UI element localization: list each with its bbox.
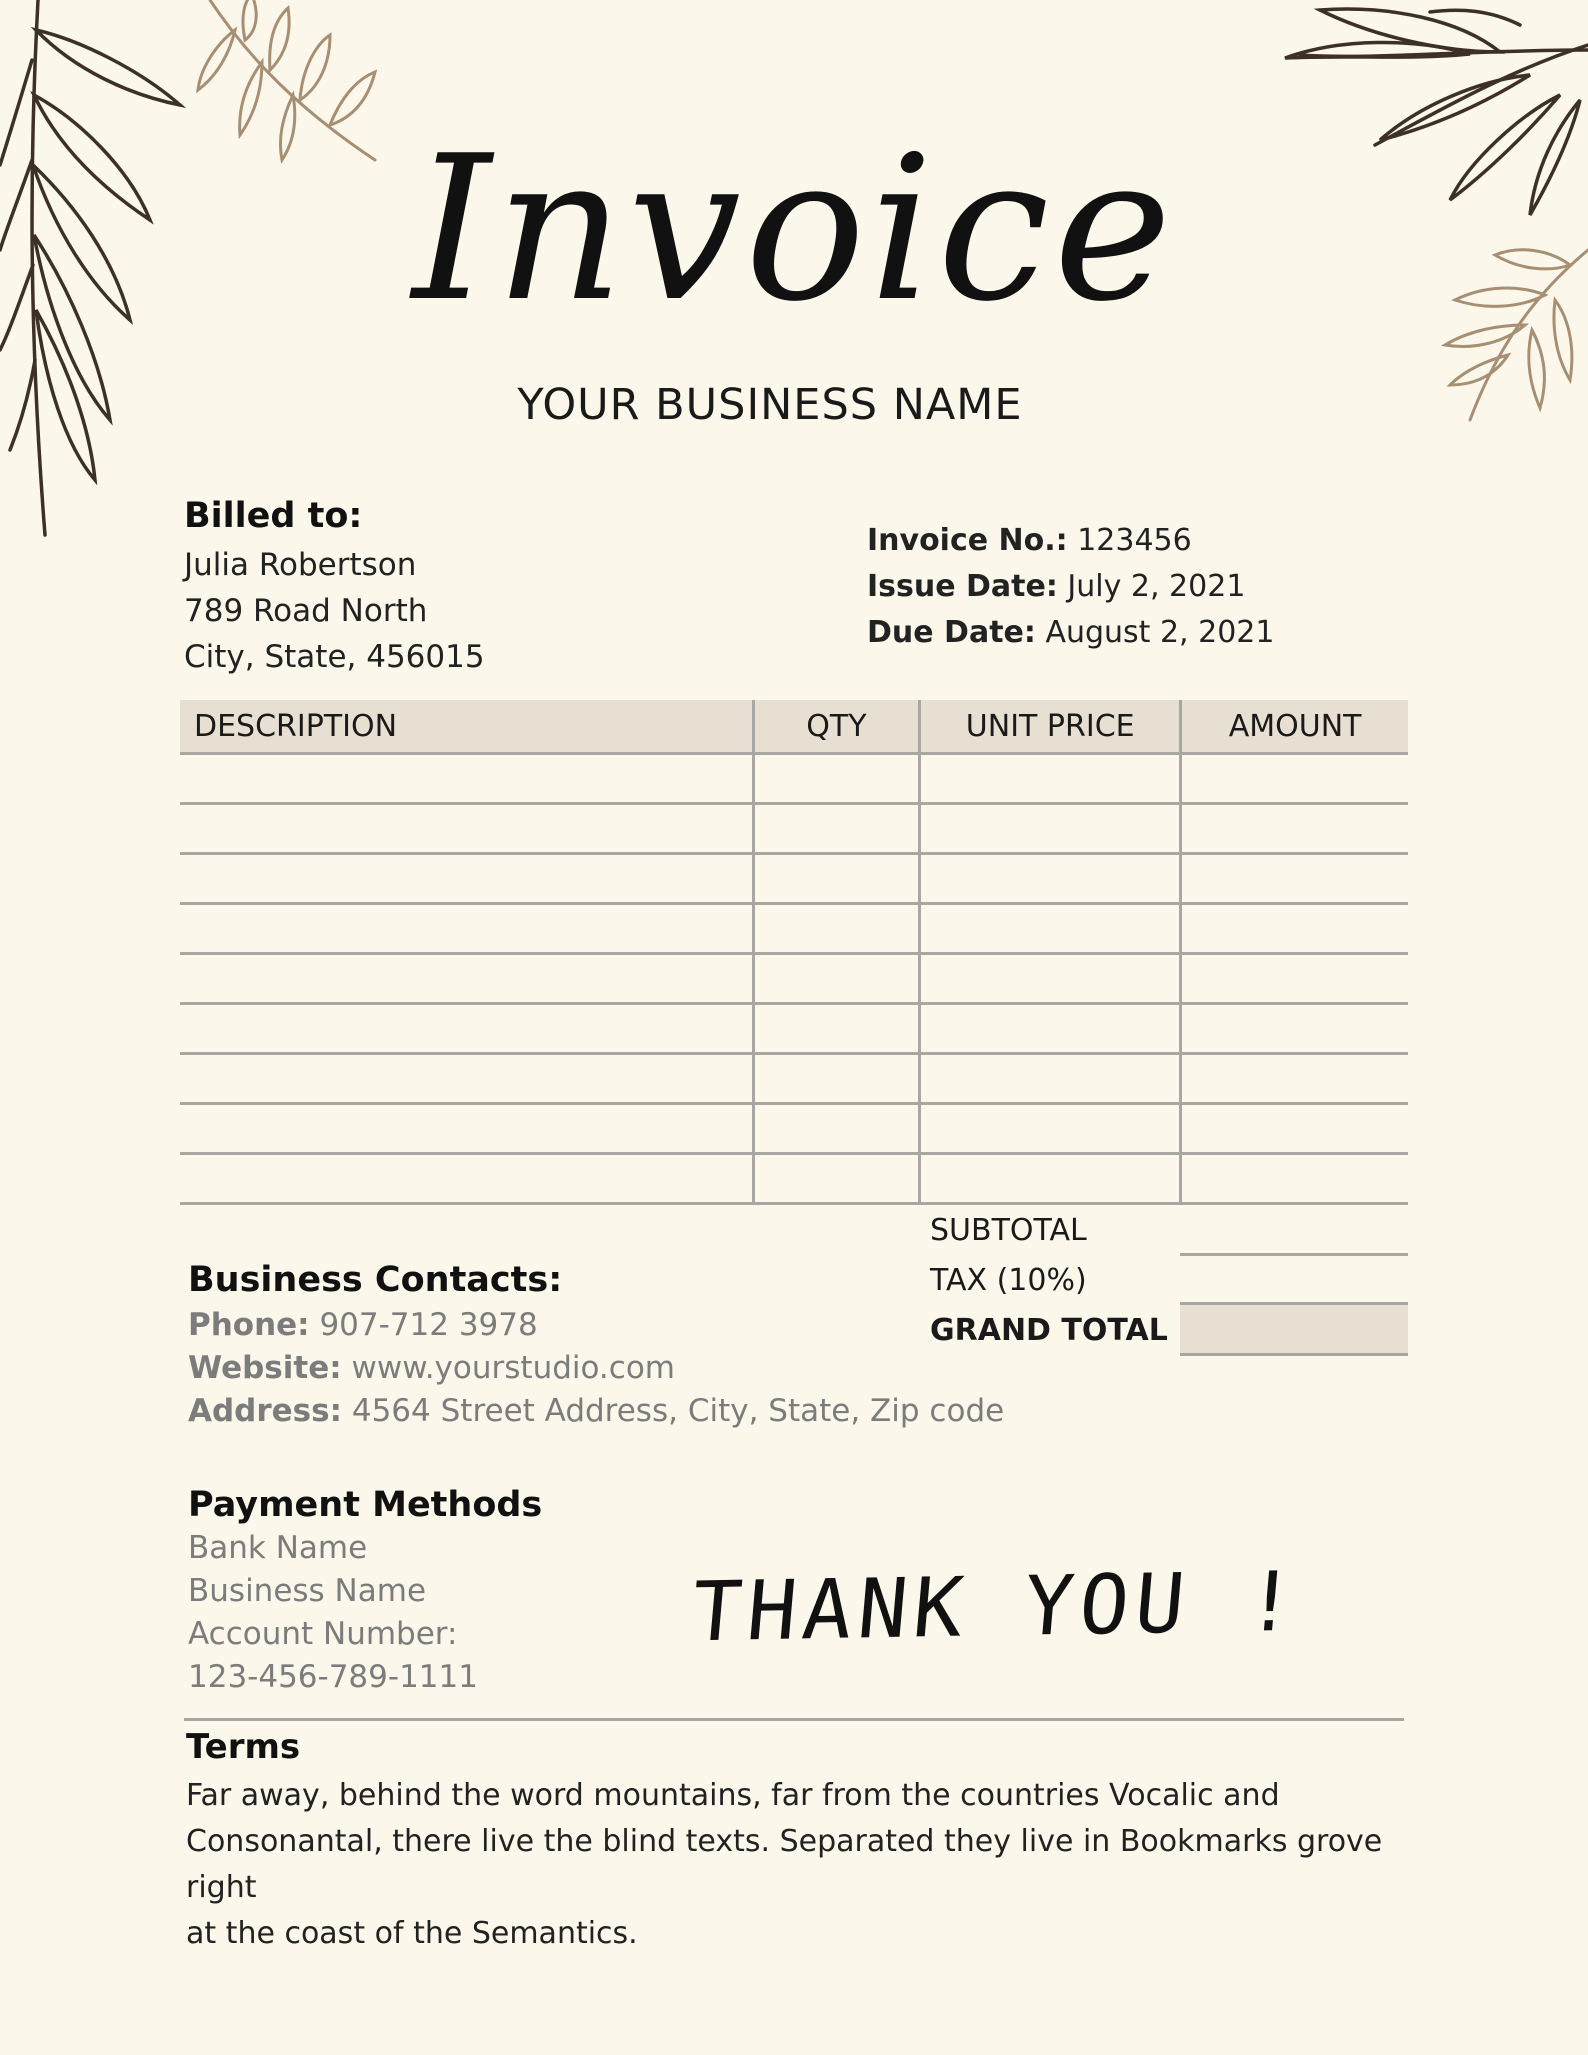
cell-qty[interactable] <box>753 1154 920 1204</box>
cell-description[interactable] <box>180 854 753 904</box>
phone-value: 907-712 3978 <box>319 1307 538 1343</box>
cell-qty[interactable] <box>753 904 920 954</box>
cell-qty[interactable] <box>753 804 920 854</box>
cell-amount[interactable] <box>1181 754 1408 804</box>
website-row <box>188 1347 1004 1390</box>
cell-amount[interactable] <box>1181 904 1408 954</box>
cell-qty[interactable] <box>753 1004 920 1054</box>
cell-amount[interactable] <box>1181 854 1408 904</box>
table-row <box>180 954 1408 1004</box>
issue-date-row <box>867 564 1274 610</box>
invoice-number-value: 123456 <box>1077 523 1192 558</box>
cell-description[interactable] <box>180 1104 753 1154</box>
business-contacts-heading: Business Contacts: <box>188 1260 563 1300</box>
cell-qty[interactable] <box>753 854 920 904</box>
cell-unit-price[interactable] <box>920 804 1181 854</box>
cell-amount[interactable] <box>1181 954 1408 1004</box>
due-date-row <box>867 610 1274 656</box>
subtotal-value[interactable] <box>1180 1205 1408 1256</box>
column-header-description: DESCRIPTION <box>180 700 753 754</box>
subtotal-label: SUBTOTAL <box>930 1213 1087 1248</box>
business-name: YOUR BUSINESS NAME <box>517 380 1023 430</box>
phone-label: Phone: <box>188 1307 310 1343</box>
cell-qty[interactable] <box>753 754 920 804</box>
account-number-value: 123-456-789-1111 <box>188 1659 478 1695</box>
cell-amount[interactable] <box>1181 1104 1408 1154</box>
due-date-value: August 2, 2021 <box>1045 615 1275 650</box>
table-row <box>180 1154 1408 1204</box>
table-row <box>180 904 1408 954</box>
billed-to-section <box>184 496 485 680</box>
business-contacts-section <box>188 1260 1004 1433</box>
issue-date-value: July 2, 2021 <box>1067 569 1246 604</box>
billed-to-name: Julia Robertson <box>184 547 417 583</box>
table-row <box>180 1054 1408 1104</box>
cell-unit-price[interactable] <box>920 904 1181 954</box>
invoice-number-row <box>867 518 1274 564</box>
column-header-amount: AMOUNT <box>1181 700 1408 754</box>
billed-to-heading: Billed to: <box>184 496 363 536</box>
cell-description[interactable] <box>180 1154 753 1204</box>
terms-divider <box>184 1718 1404 1721</box>
address-value: 4564 Street Address, City, State, Zip code <box>351 1393 1005 1429</box>
issue-date-label: Issue Date: <box>867 569 1058 604</box>
due-date-label: Due Date: <box>867 615 1036 650</box>
tax-value[interactable] <box>1180 1256 1408 1307</box>
payment-business-name: Business Name <box>188 1573 427 1609</box>
thank-you-signature: THANK YOU ! <box>687 1554 1306 1661</box>
cell-amount[interactable] <box>1181 1054 1408 1104</box>
cell-amount[interactable] <box>1181 1154 1408 1204</box>
payment-methods-heading: Payment Methods <box>188 1485 543 1525</box>
terms-line-3: at the coast of the Semantics. <box>186 1916 638 1951</box>
cell-description[interactable] <box>180 954 753 1004</box>
cell-description[interactable] <box>180 904 753 954</box>
invoice-title: Invoice <box>412 113 1176 346</box>
website-label: Website: <box>188 1350 342 1386</box>
address-label: Address: <box>188 1393 342 1429</box>
website-value[interactable]: www.yourstudio.com <box>351 1350 675 1386</box>
cell-unit-price[interactable] <box>920 754 1181 804</box>
items-table <box>180 700 1408 1205</box>
bank-name: Bank Name <box>188 1530 368 1566</box>
cell-unit-price[interactable] <box>920 954 1181 1004</box>
table-row <box>180 854 1408 904</box>
terms-line-2: Consonantal, there live the blind texts. Separated they live in Bookmarks grove right <box>186 1824 1383 1905</box>
column-header-unit-price: UNIT PRICE <box>920 700 1181 754</box>
cell-description[interactable] <box>180 1004 753 1054</box>
cell-unit-price[interactable] <box>920 1154 1181 1204</box>
cell-unit-price[interactable] <box>920 854 1181 904</box>
billed-to-city: City, State, 456015 <box>184 639 485 675</box>
table-row <box>180 804 1408 854</box>
terms-heading: Terms <box>186 1727 301 1767</box>
billed-to-street: 789 Road North <box>184 593 428 629</box>
address-row <box>188 1390 1004 1433</box>
account-number-label: Account Number: <box>188 1616 458 1652</box>
tax-label: TAX (10%) <box>930 1263 1087 1298</box>
table-header-row <box>180 700 1408 754</box>
cell-qty[interactable] <box>753 1054 920 1104</box>
table-row <box>180 1004 1408 1054</box>
cell-description[interactable] <box>180 754 753 804</box>
cell-qty[interactable] <box>753 1104 920 1154</box>
cell-description[interactable] <box>180 804 753 854</box>
cell-qty[interactable] <box>753 954 920 1004</box>
cell-unit-price[interactable] <box>920 1004 1181 1054</box>
cell-amount[interactable] <box>1181 1004 1408 1054</box>
cell-amount[interactable] <box>1181 804 1408 854</box>
invoice-number-label: Invoice No.: <box>867 523 1068 558</box>
phone-row <box>188 1304 1004 1347</box>
cell-unit-price[interactable] <box>920 1104 1181 1154</box>
terms-line-1: Far away, behind the word mountains, far from the countries Vocalic and <box>186 1778 1280 1813</box>
terms-section <box>186 1727 1426 1957</box>
cell-description[interactable] <box>180 1054 753 1104</box>
cell-unit-price[interactable] <box>920 1054 1181 1104</box>
table-row <box>180 1104 1408 1154</box>
grand-total-value[interactable] <box>1180 1302 1408 1356</box>
column-header-qty: QTY <box>753 700 920 754</box>
payment-methods-section <box>188 1485 542 1699</box>
table-row <box>180 754 1408 804</box>
grand-total-label: GRAND TOTAL <box>930 1313 1168 1348</box>
invoice-meta-section <box>867 518 1274 656</box>
